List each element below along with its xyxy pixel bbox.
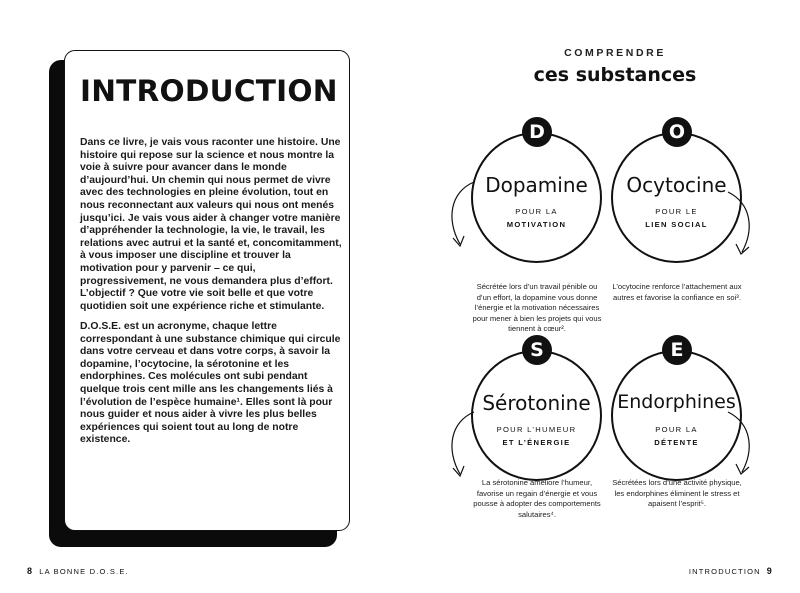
substance-name: Dopamine (485, 173, 588, 197)
running-head-left: LA BONNE D.O.S.E. (39, 567, 129, 576)
letter-badge: D (522, 117, 552, 147)
page-title: INTRODUCTION (80, 74, 338, 108)
substance-serotonine (463, 340, 613, 540)
letter-badge: E (662, 335, 692, 365)
substance-description: L’ocytocine renforce l’attachement aux autres et favorise la confiance en soi³. (612, 282, 742, 302)
footer-left (27, 566, 129, 576)
footer-right (689, 566, 773, 576)
curved-arrow-icon (444, 180, 480, 254)
section-kicker: COMPRENDRE (564, 47, 666, 59)
section-title: ces substances (533, 64, 697, 86)
substance-tagline: POUR LA MOTIVATION (506, 207, 567, 229)
substance-description: Sécrétée lors d’un travail pénible ou d’un effort, la dopamine vous donne l’énergie et la motivation nécessaires pour mener à bien les projets qui vous tiennent à cœur². (472, 282, 602, 334)
curved-arrow-icon (724, 410, 760, 484)
circle-frame (611, 132, 742, 263)
substance-description: Sécrétées lors d’une activité physique, les endorphines éliminent le stress et apaisent l’esprit⁵. (612, 478, 742, 509)
page-number-left: 8 (27, 566, 34, 576)
circle-frame (471, 132, 602, 263)
running-head-right: INTRODUCTION (688, 567, 761, 576)
substance-name: Ocytocine (626, 173, 727, 197)
substance-description: La sérotonine améliore l’humeur, favorise un regain d’énergie et vous pousse à adopter des comportements salutaires⁴. (473, 478, 601, 519)
circle-frame (471, 350, 602, 481)
substance-tagline: POUR LE LIEN SOCIAL (645, 207, 708, 229)
circle-frame (611, 350, 742, 481)
curved-arrow-icon (724, 190, 760, 264)
substance-tagline: POUR L’HUMEUR ET L’ÉNERGIE (496, 425, 577, 447)
letter-badge: S (522, 335, 552, 365)
intro-paragraph-1: Dans ce livre, je vais vous raconter une histoire. Une histoire qui repose sur la science et nous montre la voie à suivre pour avancer dans le monde d’aujourd’hui. Un chemin qui nous permet de vivre avec des technologies en pleine évolution, tout en nous reconnectant aux valeurs qui nous ont menés jusqu’ici. Je vais vous aider à changer votre manière d’appréhender la technologie, la vie, le travail, les relations avec autrui et la santé et, concomitamment, à vous imposer une discipline et trouver la motivation pour y parvenir – ce qui, progressivement, ne vous demandera plus d’effort. L’objectif ? Que votre vie soit belle et que votre quotidien soit une expérience riche et stimulante. (80, 137, 342, 312)
substance-tagline: POUR LA DÉTENTE (654, 425, 699, 447)
substance-name: Endorphines (617, 391, 736, 413)
intro-paragraph-2: D.O.S.E. est un acronyme, chaque lettre correspondant à une substance chimique qui circule dans votre cerveau et dans votre corps, à savoir la dopamine, l’ocytocine, la sérotonine et les endorphines. Ces molécules ont subi pendant quelque trois cent mille ans les changements liés à l’évolution de l’espèce humaine¹. Elles sont là pour nous guider et nous aider à vivre les plus belles expériences qui soient tout au long de notre existence. (80, 321, 341, 446)
substance-dopamine (463, 121, 613, 334)
letter-badge: O (662, 117, 692, 147)
page-number-right: 9 (766, 566, 773, 576)
curved-arrow-icon (444, 410, 480, 484)
substance-name: Sérotonine (482, 391, 591, 415)
